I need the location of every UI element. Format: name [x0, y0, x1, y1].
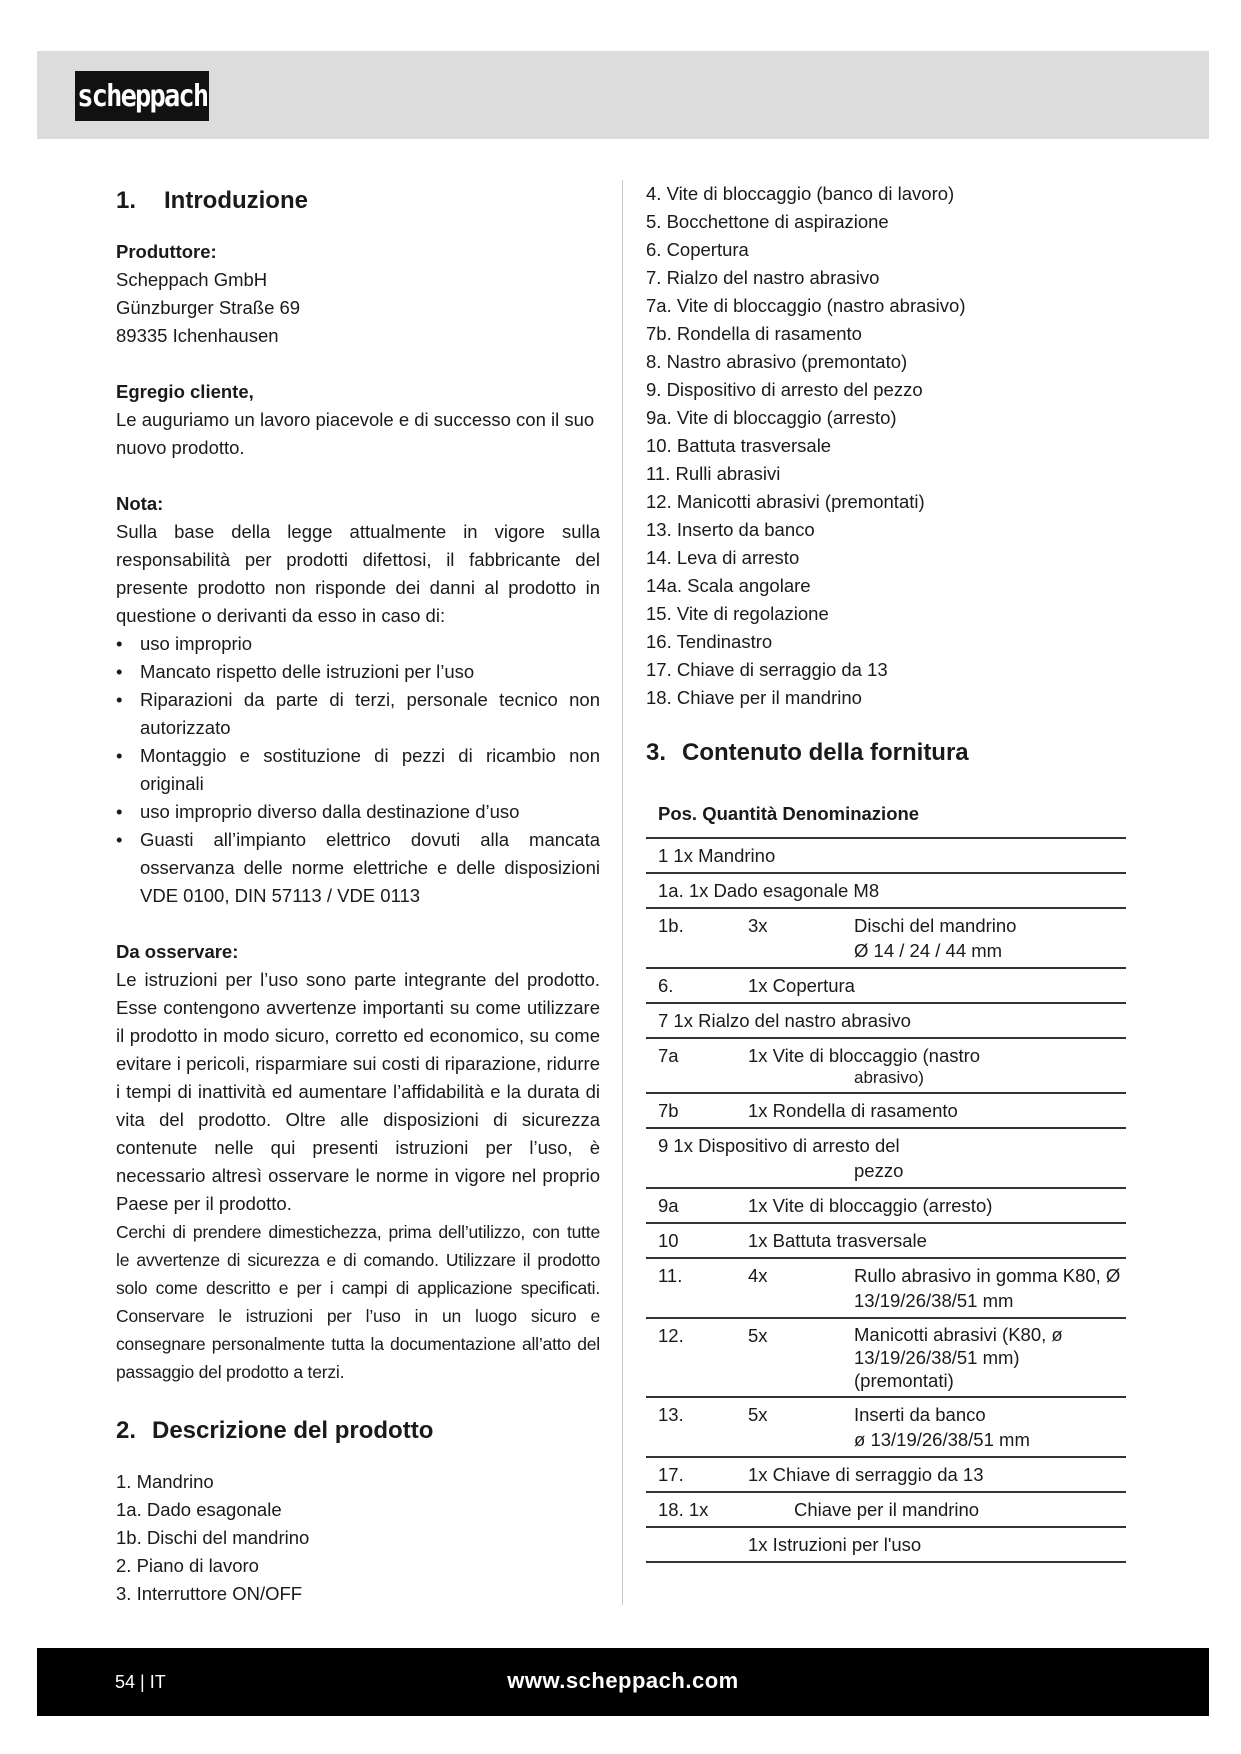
list-item: 11. Rulli abrasivi	[646, 463, 781, 484]
list-item: 1a. Dado esagonale	[116, 1499, 282, 1520]
list-item: 2. Piano di lavoro	[116, 1555, 259, 1576]
list-item: 13. Inserto da banco	[646, 519, 815, 540]
observe-label: Da osservare:	[116, 941, 239, 962]
bullet-item: • uso improprio diverso dalla destinazione d’uso	[116, 798, 600, 826]
manufacturer-line: Scheppach GmbH	[116, 269, 268, 290]
table-row: 12. 5x Manicotti abrasivi (K80, ø 13/19/26/38/51 mm) (premontati)	[646, 1319, 1126, 1398]
table-row: 1x Istruzioni per l'uso	[646, 1528, 1126, 1563]
list-item: 9. Dispositivo di arresto del pezzo	[646, 379, 923, 400]
list-item: 14a. Scala angolare	[646, 575, 811, 596]
list-item: 1. Mandrino	[116, 1471, 214, 1492]
product-parts-list-b	[646, 180, 1126, 712]
liability-bullets	[116, 630, 600, 910]
dear-customer-label: Egregio cliente,	[116, 381, 254, 402]
bullet-item: • Riparazioni da parte di terzi, personale tecnico non autorizzato	[116, 686, 600, 742]
table-row: 1b. 3x Dischi del mandrino Ø 14 / 24 / 44 mm	[646, 909, 1126, 969]
note-label: Nota:	[116, 493, 164, 514]
list-item: 17. Chiave di serraggio da 13	[646, 659, 888, 680]
list-item: 9a. Vite di bloccaggio (arresto)	[646, 407, 897, 428]
left-column	[116, 180, 600, 1608]
list-item: 8. Nastro abrasivo (premontato)	[646, 351, 908, 372]
manufacturer-label: Produttore:	[116, 241, 217, 262]
table-row: 10 1x Battuta trasversale	[646, 1224, 1126, 1259]
right-column	[646, 180, 1126, 1563]
section-1-heading: 1. Introduzione	[116, 187, 308, 214]
table-row: 6. 1x Copertura	[646, 969, 1126, 1004]
table-header: Pos. Quantità Denominazione	[646, 800, 1126, 839]
manufacturer-line: 89335 Ichenhausen	[116, 325, 279, 346]
list-item: 15. Vite di regolazione	[646, 603, 829, 624]
observe-text: Le istruzioni per l’uso sono parte integrante del prodotto. Esse contengono avvertenze importanti su come utilizzare il prodotto in modo sicuro, corretto ed economico, su come evitare i pericoli, risparmiare sui costi di riparazione, ridurre i tempi di inattività ed aumentare l’affidabilità e la durata di vita del prodotto. Oltre alle disposizioni di sicurezza contenute nelle qui presenti istruzioni per l’uso, è necessario altresì osservare le norme in vigore nel proprio Paese per il prodotto.	[116, 969, 600, 1214]
bullet-item: • Montaggio e sostituzione di pezzi di ricambio non originali	[116, 742, 600, 798]
bullet-item: • Guasti all’impianto elettrico dovuti alla mancata osservanza delle norme elettriche e delle disposizioni VDE 0100, DIN 57113 / VDE 0113	[116, 826, 600, 910]
page-number: 54 | IT	[115, 1672, 166, 1692]
list-item: 7. Rialzo del nastro abrasivo	[646, 267, 880, 288]
product-parts-list-a	[116, 1468, 600, 1608]
table-row: 11. 4x Rullo abrasivo in gomma K80, Ø 13/19/26/38/51 mm	[646, 1259, 1126, 1319]
list-item: 10. Battuta trasversale	[646, 435, 832, 456]
list-item: 4. Vite di bloccaggio (banco di lavoro)	[646, 183, 955, 204]
list-item: 1b. Dischi del mandrino	[116, 1527, 310, 1548]
list-item: 5. Bocchettone di aspirazione	[646, 211, 889, 232]
note-text: Sulla base della legge attualmente in vigore sulla responsabilità per prodotti difettosi, il fabbricante del presente prodotto non risponde dei danni al prodotto in questione o derivanti da esso in caso di:	[116, 521, 600, 626]
list-item: 3. Interruttore ON/OFF	[116, 1583, 303, 1604]
section-2-heading: 2. Descrizione del prodotto	[116, 1417, 434, 1444]
table-row: 9 1x Dispositivo di arresto del pezzo	[646, 1129, 1126, 1189]
dear-customer-text: Le auguriamo un lavoro piacevole e di successo con il suo nuovo prodotto.	[116, 409, 595, 458]
list-item: 7a. Vite di bloccaggio (nastro abrasivo)	[646, 295, 966, 316]
observe-text-2: Cerchi di prendere dimestichezza, prima dell’utilizzo, con tutte le avvertenze di sicurezza e di comando. Utilizzare il prodotto solo come descritto e per i campi di applicazione specificati. Conservare le istruzioni per l’uso in un luogo sicuro e consegnare personalmente tutta la documentazione all’atto del passaggio del prodotto a terzi.	[116, 1222, 600, 1382]
table-row: 9a 1x Vite di bloccaggio (arresto)	[646, 1189, 1126, 1224]
website-url: www.scheppach.com	[507, 1668, 739, 1693]
table-row: 1a. 1x Dado esagonale M8	[646, 874, 1126, 909]
list-item: 12. Manicotti abrasivi (premontati)	[646, 491, 925, 512]
header-band	[37, 51, 1209, 139]
table-row: 7a 1x Vite di bloccaggio (nastro abrasivo)	[646, 1039, 1126, 1094]
table-row: 7b 1x Rondella di rasamento	[646, 1094, 1126, 1129]
table-row: 18. 1x Chiave per il mandrino	[646, 1493, 1126, 1528]
list-item: 16. Tendinastro	[646, 631, 773, 652]
bullet-item: • Mancato rispetto delle istruzioni per l’uso	[116, 658, 600, 686]
scheppach-logo	[75, 71, 209, 121]
manufacturer-line: Günzburger Straße 69	[116, 297, 301, 318]
table-row: 7 1x Rialzo del nastro abrasivo	[646, 1004, 1126, 1039]
footer-bar	[37, 1648, 1209, 1716]
list-item: 7b. Rondella di rasamento	[646, 323, 862, 344]
logo-text: scheppach	[76, 78, 208, 114]
list-item: 18. Chiave per il mandrino	[646, 687, 862, 708]
delivery-table	[646, 800, 1126, 1563]
list-item: 6. Copertura	[646, 239, 749, 260]
list-item: 14. Leva di arresto	[646, 547, 800, 568]
table-row: 13. 5x Inserti da banco ø 13/19/26/38/51 mm	[646, 1398, 1126, 1458]
table-row: 17. 1x Chiave di serraggio da 13	[646, 1458, 1126, 1493]
column-divider	[622, 180, 623, 1605]
section-3-heading: 3. Contenuto della fornitura	[646, 739, 969, 766]
bullet-item: • uso improprio	[116, 630, 600, 658]
table-row: 1 1x Mandrino	[646, 839, 1126, 874]
